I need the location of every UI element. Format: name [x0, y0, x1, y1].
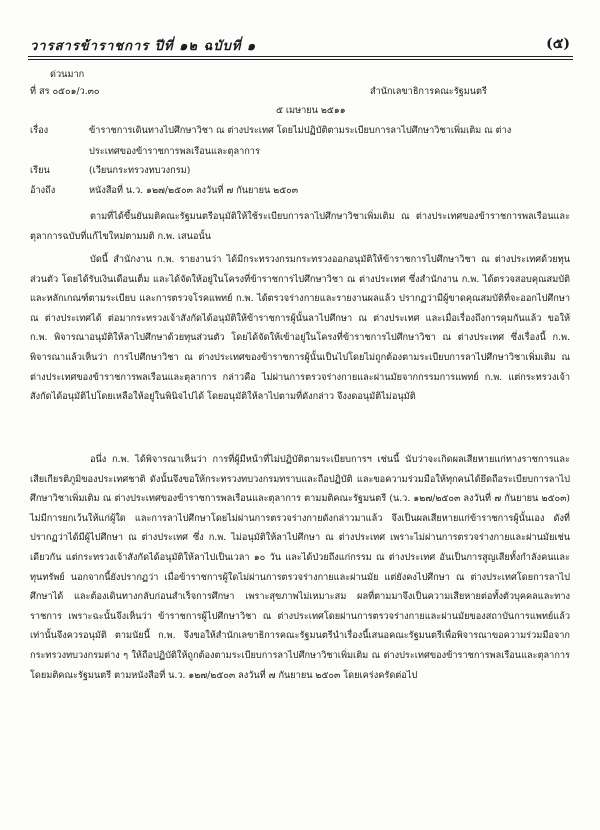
- paragraph-1-text: ตามที่ได้ขึ้นยันมติคณะรัฐมนตรีอนุมัติให้ใช้ระเบียบการลาไปศึกษาวิชาเพิ่มเติม ณ ต่างประเทศของข้าราชการพลเรือนและตุลาการฉบับที่แก้ไขใหม่ตามมติ ก.พ. เสนอนั้น: [30, 211, 570, 242]
- header-rule: [28, 56, 573, 57]
- reference-text: หนังสือที่ น.ว. ๑๒๗/๒๕๐๓ ลงวันที่ ๗ กันยายน ๒๕๐๓: [89, 185, 299, 196]
- paragraph-2: [30, 250, 570, 407]
- header-rule-thin: [28, 59, 573, 60]
- subject-label: เรื่อง: [30, 125, 49, 136]
- paragraph-3-text: อนึ่ง ก.พ. ได้พิจารณาเห็นว่า การที่ผู้มีหน้าที่ไม่ปฏิบัติตามระเบียบการฯ เช่นนี้ นับว่าจะเกิดผลเสียหายแก่ทางราชการและเสียเกียรติภูมิของประเทศชาติ ดังนั้นจึงขอให้กระทรวงทบวงกรมทราบและถือปฏิบัติ และขอความร่วมมือให้ทุกคนได้ยึดถือระเบียบการลาไปศึกษาวิชาเพิ่มเติม ณ ต่างประเทศของข้าราชการพลเรือนและตุลาการ ตามมติคณะรัฐมนตรี (น.ว. ๑๒๗/๒๕๐๓ ลงวันที่ ๗ กันยายน ๒๕๐๓) ไม่มีการยกเว้นให้แก่ผู้ใด และการลาไปศึกษาโดยไม่ผ่านการตรวจร่างกายดังกล่าวมาแล้ว จึงเป็นผลเสียหายแก่ข้าราชการผู้นั้นเอง ดังที่ปรากฏว่าได้มีผู้ไปศึกษา ณ ต่างประเทศ ซึ่ง ก.พ. ไม่อนุมัติให้ลาไปศึกษา ณ ต่างประเทศ เพราะไม่ผ่านการตรวจร่างกายและผ่านมัยเช่นเดียวกัน แต่กระทรวงเจ้าสังกัดได้อนุมัติให้ลาไปเป็นเวลา ๑๐ วัน และได้ป่วยถึงแก่กรรม ณ ต่างประเทศ อันเป็นการสูญเสียทั้งกำลังคนและทุนทรัพย์ นอกจากนี้ยังปรากฏว่า เมื่อข้าราชการผู้ใดไม่ผ่านการตรวจร่างกายและผ่านมัย แต่ยังคงไปศึกษา ณ ต่างประเทศโดยการลาไปศึกษาได้ และต้องเดินทางกลับก่อนสำเร็จการศึกษา เพราะสุขภาพไม่เหมาะสม ผลที่ตามมาจึงเป็นความเสียหายต่อทั้งตัวบุคคลและทางราชการ เพราะฉะนั้นจึงเห็นว่า ข้าราชการผู้ไปศึกษาวิชา ณ ต่างประเทศโดยผ่านการตรวจร่างกายและผ่านมัยของสถาบันการแพทย์แล้วเท่านั้นจึงควรอนุมัติ ตามนัยนี้ ก.พ. จึงขอให้สำนักเลขาธิการคณะรัฐมนตรีนำเรื่องนี้เสนอคณะรัฐมนตรีเพื่อพิจารณาขอความร่วมมือจากกระทรวงทบวงกรมต่าง ๆ ให้ถือปฏิบัติให้ถูกต้องตามระเบียบการลาไปศึกษาวิชาเพิ่มเติม ณ ต่างประเทศของข้าราชการพลเรือนและตุลาการ โดยมติคณะรัฐมนตรี ตามหนังสือที่ น.ว. ๑๒๗/๒๕๐๓ ลงวันที่ ๗ กันยายน ๒๕๐๓ โดยเคร่งครัดต่อไป: [30, 454, 570, 681]
- paragraph-3: [30, 450, 570, 685]
- reference-number: ที่ สร ๐๕๐๑/ว.๓๐: [30, 86, 100, 97]
- recipient-label: เรียน: [30, 165, 50, 176]
- paragraph-1: [30, 207, 570, 246]
- subject-line-2: ประเทศของข้าราชการพลเรือนและตุลาการ: [89, 146, 260, 157]
- letter-date: ๕ เมษายน ๒๕๑๑: [276, 105, 346, 116]
- reference-label: อ้างถึง: [30, 185, 56, 196]
- urgency-mark: ด่วนมาก: [50, 69, 85, 80]
- paragraph-2-text: บัดนี้ สำนักงาน ก.พ. รายงานว่า ได้มีกระทรวงกรมกระทรวงออกอนุมัติให้ข้าราชการไปศึกษาวิชา ณ ต่างประเทศด้วยทุนส่วนตัว โดยได้รับเงินเดือนเต็ม และได้จัดให้อยู่ในโครงที่ข้าราชการไปศึกษาวิชา ณ ต่างประเทศ ซึ่งสำนักงาน ก.พ. ได้ตรวจสอบคุณสมบัติและหลักเกณฑ์ตามระเบียบ และการตรวจโรคแพทย์ ก.พ. ได้ตรวจร่างกายและรายงานผลแล้ว ปรากฏว่ามีผู้ขาดคุณสมบัติที่จะออกไปศึกษา ณ ต่างประเทศได้ ต่อมากระทรวงเจ้าสังกัดได้อนุมัติให้ข้าราชการผู้นั้นลาไปศึกษา ณ ต่างประเทศ และเมื่อเรื่องถึงการคุมกันแล้ว ขอให้ ก.พ. พิจารณาอนุมัติให้ลาไปศึกษาด้วยทุนส่วนตัว โดยได้จัดให้เข้าอยู่ในโครงที่ข้าราชการไปศึกษาวิชา ณ ต่างประเทศ ซึ่งเรื่องนี้ ก.พ. พิจารณาแล้วเห็นว่า การไปศึกษาวิชา ณ ต่างประเทศของข้าราชการผู้นั้นเป็นไปโดยไม่ถูกต้องตามระเบียบการลาไปศึกษาวิชาเพิ่มเติม ณ ต่างประเทศของข้าราชการพลเรือนและตุลาการ กล่าวคือ ไม่ผ่านการตรวจร่างกายและผ่านมัยจากกรรมการแพทย์ ก.พ. แต่กระทรวงเจ้าสังกัดได้อนุมัติไปโดยเหลือให้อยู่ในพินิจไปได้ โดยอนุมัติให้ลาไปตามที่ดังกล่าว จึงงดอนุมัติไม่อนุมัติ: [30, 254, 570, 403]
- recipient-text: (เวียนกระทรวงทบวงกรม): [89, 165, 191, 176]
- journal-title: วารสารข้าราชการ ปีที่ ๑๒ ฉบับที่ ๑: [30, 39, 257, 54]
- issuer-name: สำนักเลขาธิการคณะรัฐมนตรี: [370, 86, 487, 97]
- subject-line-1: ข้าราชการเดินทางไปศึกษาวิชา ณ ต่างประเทศ โดยไม่ปฏิบัติตามระเบียบการลาไปศึกษาวิชาเพิ่มเติม ณ ต่าง: [89, 125, 512, 136]
- page-number: (๕): [546, 36, 570, 52]
